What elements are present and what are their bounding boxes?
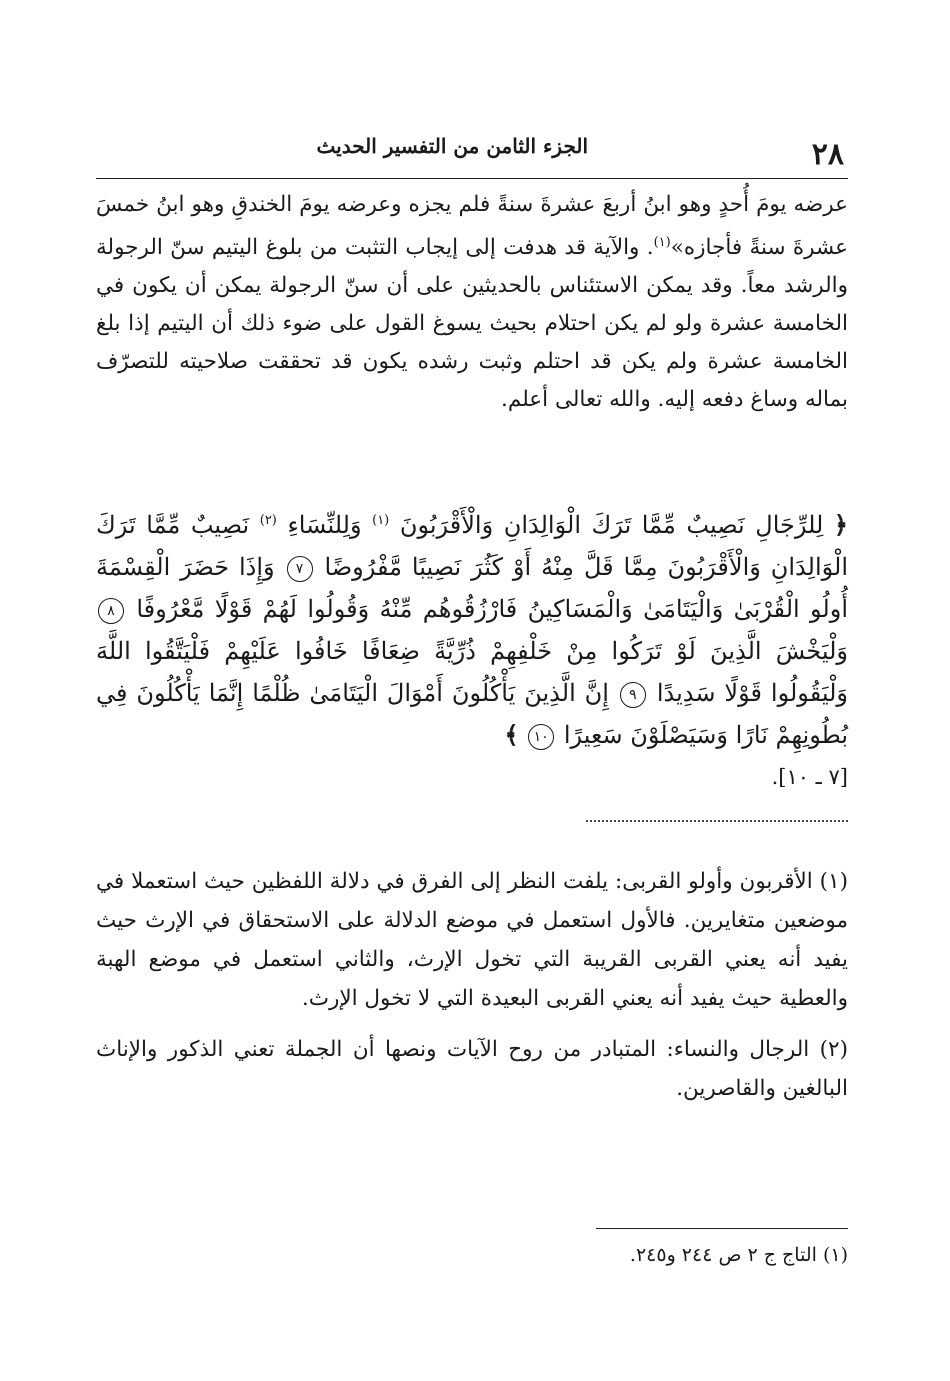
- page-number: ٢٨: [811, 137, 844, 172]
- verse-segment-6: إِنَّ الَّذِينَ يَأْكُلُونَ أَمْوَالَ الْيَتَامَىٰ ظُلْمًا إِنَّمَا يَأْكُلُونَ فِي بُطُونِهِمْ نَارًا وَسَيَصْلَوْنَ سَعِيرًا: [96, 679, 848, 749]
- footnote: (١) التاج ج ٢ ص ٢٤٤ و٢٤٥.: [629, 1244, 848, 1266]
- verse-segment-2: وَلِلنِّسَاءِ: [287, 511, 362, 539]
- verses-text: [96, 500, 848, 756]
- verse-number-8: ٨: [98, 598, 124, 624]
- verse-number-7: ٧: [287, 556, 313, 582]
- verse-note-mark-1: (١): [372, 513, 390, 528]
- close-ornament: ﴾: [504, 720, 519, 749]
- body-text: [96, 186, 848, 419]
- verse-segment-3: نَصِيبٌ مِّمَّا تَرَكَ الْوَالِدَانِ وَالْأَقْرَبُونَ مِمَّا قَلَّ مِنْهُ أَوْ كَثُرَ نَصِيبًا مَّفْرُوضًا: [96, 511, 848, 581]
- verse-segment-5: وَلْيَخْشَ الَّذِينَ لَوْ تَرَكُوا مِنْ خَلْفِهِمْ ذُرِّيَّةً ضِعَافًا خَافُوا عَلَيْهِمْ فَلْيَتَّقُوا اللَّهَ وَلْيَقُولُوا قَوْلًا سَدِيدًا: [96, 637, 848, 707]
- footnote-rule: [596, 1228, 848, 1229]
- body-text-continuation: . والآية قد هدفت إلى إيجاب التثبت من بلوغ اليتيم سنّ الرجولة والرشد معاً. وقد يمكن الاستئناس بالحديثين على أن سنّ الرجولة يمكن أن يكون في الخامسة عشرة ولو لم يكن احتلام بحيث يسوغ القول على ضوء ذلك أن اليتيم إذا بلغ الخامسة عشرة ولم يكن قد احتلم وثبت رشده يكون قد تحققت صلاحيته للتصرّف بماله وساغ دفعه إليه. والله تعالى أعلم.: [96, 235, 848, 413]
- verse-number-9: ٩: [620, 682, 646, 708]
- note-2: (٢) الرجال والنساء: المتبادر من روح الآيات ونصها أن الجملة تعني الذكور والإناث البالغين والقاصرين.: [96, 1037, 848, 1101]
- page-header: [96, 128, 848, 179]
- body-paragraph: [96, 186, 848, 419]
- running-head: الجزء الثامن من التفسير الحديث: [316, 134, 588, 158]
- note-1: (١) الأقربون وأولو القربى: يلفت النظر إلى الفرق في دلالة اللفظين حيث استعملا في موضعين متغايرين. فالأول استعمل في موضع الدلالة على الاستحقاق في الإرث حيث يفيد أنه يعني القربى القريبة التي تخول الإرث، والثاني استعمل في موضع الهبة والعطية حيث يفيد أنه يعني القربى البعيدة التي لا تخول الإرث.: [96, 869, 848, 1011]
- verse-reference: [٧ ـ ١٠].: [771, 765, 848, 789]
- quran-verses: [96, 500, 848, 798]
- open-ornament: ﴿: [833, 510, 848, 539]
- verse-note-mark-2: (٢): [259, 513, 277, 528]
- explanatory-notes: [96, 862, 848, 1120]
- verse-number-10: ١٠: [528, 724, 554, 750]
- verse-segment-4: وَإِذَا حَضَرَ الْقِسْمَةَ أُولُو الْقُرْبَىٰ وَالْيَتَامَىٰ وَالْمَسَاكِينُ فَارْزُقُوهُم مِّنْهُ وَقُولُوا لَهُمْ قَوْلًا مَّعْرُوفًا: [96, 553, 848, 623]
- dotted-separator: [586, 820, 848, 822]
- note-marker: (١): [653, 235, 671, 250]
- verse-segment-1: لِلرِّجَالِ نَصِيبٌ مِّمَّا تَرَكَ الْوَالِدَانِ وَالْأَقْرَبُونَ: [399, 511, 824, 539]
- body-text-start: عرضه يومَ أُحدٍ وهو ابنُ أربعَ عشرةَ سنةً فلم يجزه وعرضه يومَ الخندقِ وهو ابنُ خمسَ عشرةَ سنةً فأجازه»: [96, 192, 848, 261]
